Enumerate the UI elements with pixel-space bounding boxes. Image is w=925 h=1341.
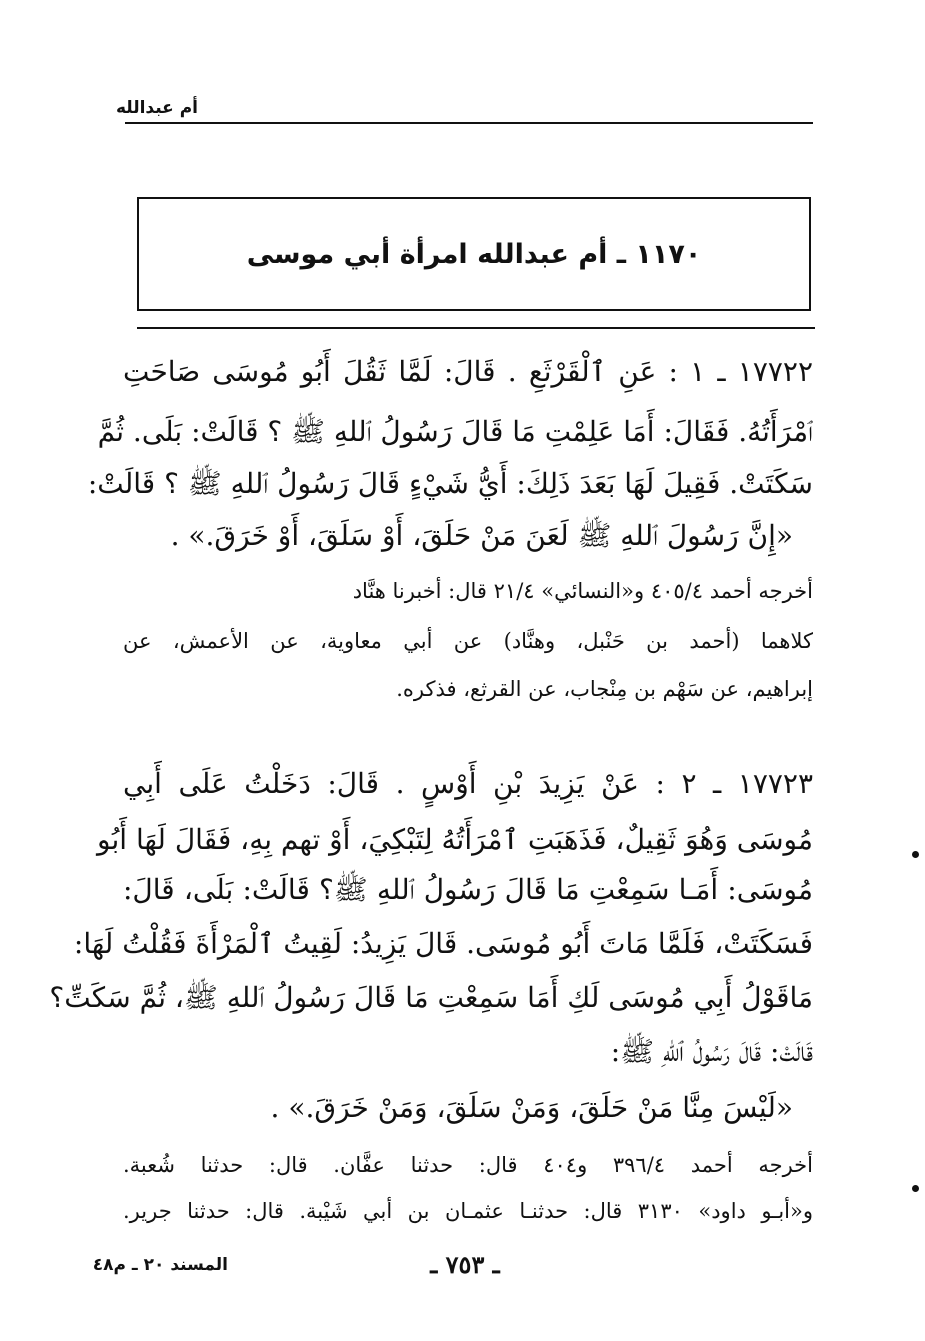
- chapter-title-box: [137, 197, 811, 311]
- title-rule: [137, 327, 815, 329]
- hadith-1-source-3: إبراهيم، عن سَهْم بن مِنْجاب، عن القرثع، فذكره.: [396, 677, 813, 701]
- running-head: أم عبدالله: [115, 98, 198, 118]
- hadith-2-line-3: مُوسَى: أَمَـا سَمِعْتِ مَا قَالَ رَسُولُ ٱللهِ ﷺ؟ قَالَتْ: بَلَى، قَالَ:: [123, 873, 813, 906]
- hadith-2-line-2: مُوسَى وَهُوَ ثَقِيلٌ، فَذَهَبَتِ ٱمْرَأَتُهُ لِتَبْكِيَ، أَوْ تهم بِهِ، فَقَالَ لَهَا أَبُو: [97, 823, 813, 856]
- footer-signature: المسند ٢٠ ـ م٤٨: [92, 1255, 228, 1275]
- hadith-1-line-3: سَكَتَتْ. فَقِيلَ لَهَا بَعَدَ ذَلِكَ: أَيُّ شَيْءٍ قَالَ رَسُولُ ٱللهِ ﷺ ؟ قَالَتْ:: [87, 467, 813, 500]
- hadith-1-quote: «إِنَّ رَسُولَ ٱللهِ ﷺ لَعَنَ مَنْ حَلَقَ، أَوْ سَلَقَ، أَوْ خَرَقَ.» .: [170, 519, 793, 552]
- hadith-1-line-2: ٱمْرَأَتُهُ. فَقَالَ: أَمَا عَلِمْتِ مَا قَالَ رَسُولُ ٱللهِ ﷺ ؟ قَالَتْ: بَلَى. ثُمَّ: [97, 415, 813, 448]
- hadith-1-source-2: كلاهما (أحمد بن حَنْبل، وهنَّاد) عن أبي معاوية، عن الأعمش، عن: [123, 629, 813, 653]
- hadith-2-line-6: قَالَتْ: قَالَ رَسُولُ ٱللهِ ﷺ:: [610, 1035, 813, 1068]
- hadith-1-source-1: أخرجه أحمد ٤٠٥/٤ و«النسائي» ٢١/٤ قال: أخبرنا هنَّاد: [352, 579, 813, 603]
- hadith-2-line-1: ١٧٧٢٣ ـ ٢ : عَنْ يَزِيدَ بْنِ أَوْسٍ . قَالَ: دَخَلْتُ عَلَى أَبِي: [123, 767, 813, 800]
- hadith-2-source-1: أخرجه أحمد ٣٩٦/٤ و٤٠٤ قال: حدثنا عفَّان. قال: حدثنا شُعبة.: [123, 1153, 813, 1177]
- hadith-2-line-5: مَاقَوْلُ أَبِي مُوسَى لَكِ أَمَا سَمِعْتِ مَا قَالَ رَسُولُ ٱللهِ ﷺ، ثُمَّ سَكَتِّ؟: [49, 981, 813, 1014]
- header-rule: [125, 122, 813, 124]
- margin-mark: [912, 851, 919, 858]
- chapter-title: ١١٧٠ ـ أم عبدالله امرأة أبي موسى: [246, 238, 702, 270]
- hadith-2-quote: «لَيْسَ مِنَّا مَنْ حَلَقَ، وَمَنْ سَلَقَ، وَمَنْ خَرَقَ.» .: [270, 1091, 793, 1124]
- hadith-2-source-2: و«أبـو داود» ٣١٣٠ قال: حدثنـا عثمـان بن أبي شَيْبة. قال: حدثنا جرير.: [123, 1199, 814, 1223]
- hadith-2-line-4: فَسَكَتَتْ، فَلَمَّا مَاتَ أَبُو مُوسَى. قَالَ يَزِيدُ: لَقِيتُ ٱلْمَرْأَةَ فَقُلْتُ لَهَا:: [73, 927, 813, 960]
- hadith-1-line-1: ١٧٧٢٢ ـ ١ : عَنِ ٱلْقَرْثَعِ . قَالَ: لَمَّا ثَقُلَ أَبُو مُوسَى صَاحَتِ: [123, 355, 813, 388]
- page-number: ـ ٧٥٣ ـ: [430, 1250, 500, 1279]
- margin-mark: [912, 1185, 919, 1192]
